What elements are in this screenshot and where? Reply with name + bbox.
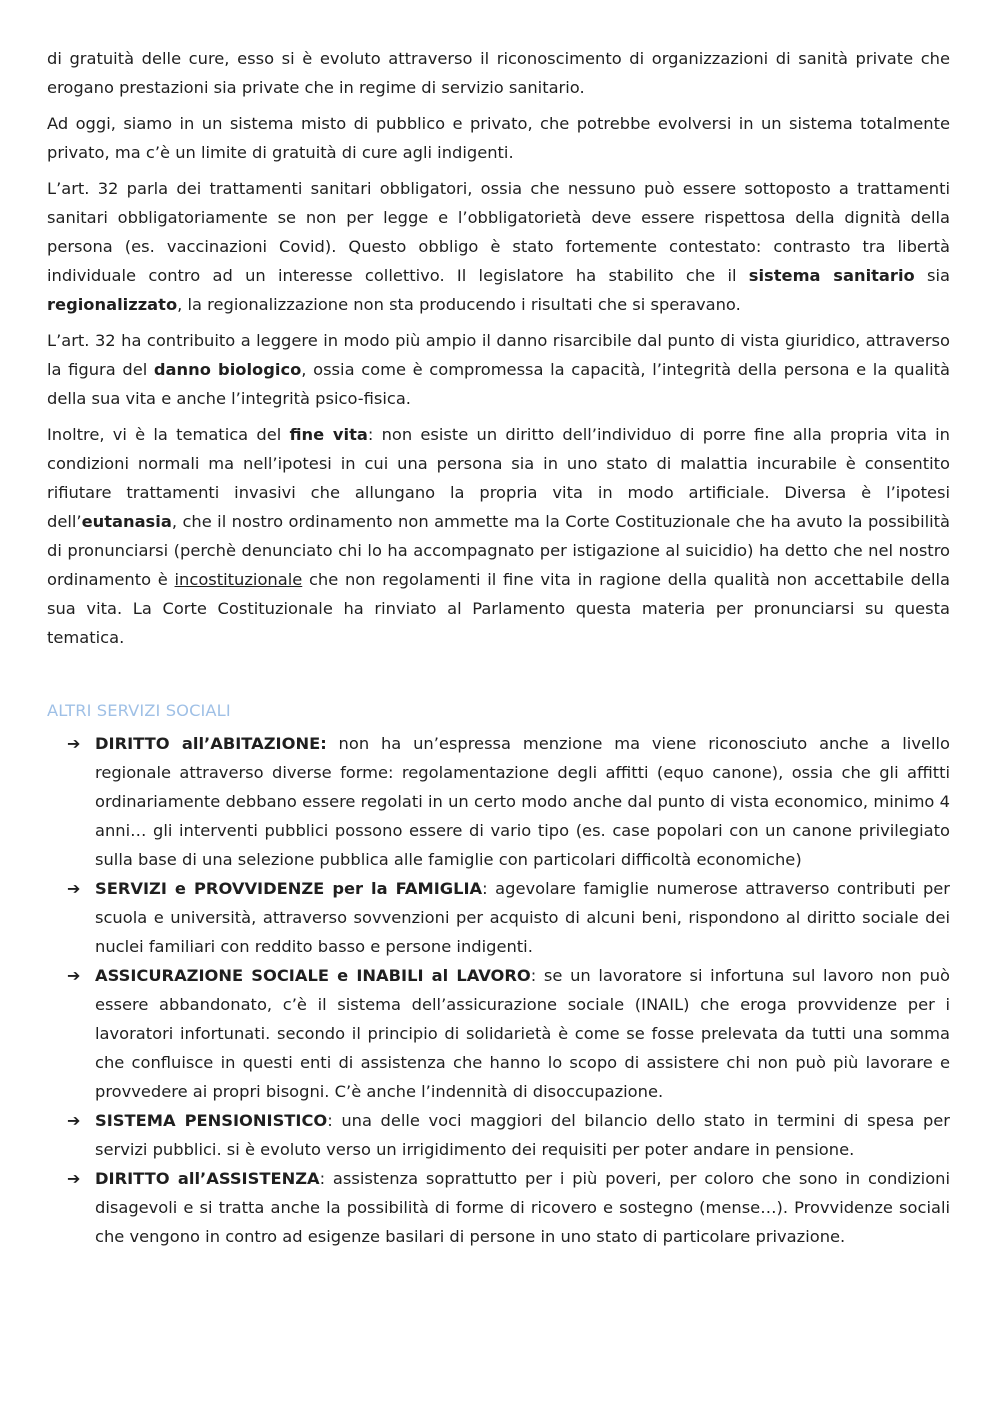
arrow-right-icon: ➔ [67,1169,81,1188]
paragraph [47,174,950,319]
paragraph-text: Ad oggi, siamo in un sistema misto di pubblico e privato, che potrebbe evolversi in un sistema totalmente privato, ma c’è un limite di gratuità di cure agli indigenti. [47,114,950,162]
bullet-list [47,729,950,1251]
paragraph-text: Inoltre, vi è la tematica del [47,425,290,444]
paragraph [47,44,950,102]
paragraph-text: , la regionalizzazione non sta producendo i risultati che si speravano. [177,295,741,314]
paragraph-text: L’art. 32 ha contribuito a leggere in modo più ampio il danno risarcibile dal punto di vista giuridico, attraverso la figura del [47,331,950,379]
arrow-right-icon: ➔ [67,966,81,985]
bullet-item [47,874,950,961]
bullet-text: : se un lavoratore si infortuna sul lavoro non può essere abbandonato, c’è il sistema dell’assicurazione sociale (INAIL) che eroga provvidenze per i lavoratori infortunati. secondo il principio di solidarietà è come se fosse prelevata da tutti una somma che confluisce in questi enti di assistenza che hanno lo scopo di assistere chi non può più lavorare e provvedere ai propri bisogni. C’è anche l’indennità di disoccupazione. [95,966,950,1101]
bullet-text: : agevolare famiglie numerose attraverso contributi per scuola e università, attraverso sovvenzioni per acquisto di alcuni beni, rispondono al diritto sociale dei nuclei familiari con reddito basso e persone indigenti. [95,879,950,956]
bold-term: sistema sanitario [748,266,915,285]
bullet-text: : una delle voci maggiori del bilancio dello stato in termini di spesa per servizi pubblici. si è evoluto verso un irrigidimento dei requisiti per poter andare in pensione. [95,1111,950,1159]
arrow-right-icon: ➔ [67,734,81,753]
paragraph [47,420,950,652]
arrow-right-icon: ➔ [67,879,81,898]
bold-term: regionalizzato [47,295,178,314]
document-page [47,44,950,1251]
paragraph-text: che non regolamenti il fine vita in ragione della qualità non accettabile della sua vita. La Corte Costituzionale ha rinviato al Parlamento questa materia per pronunciarsi su questa tematica. [47,570,951,647]
bullet-item [47,1106,950,1164]
paragraph-text: , che il nostro ordinamento non ammette ma la Corte Costituzionale che ha avuto la possibilità di pronunciarsi (perchè denunciato chi lo ha accompagnato per istigazione al suicidio) ha detto che nel nostro ordinamento è [47,512,950,589]
paragraph [47,109,950,167]
paragraph-text: sia [914,266,950,285]
paragraph [47,326,950,413]
bullet-item [47,1164,950,1251]
bullet-item [47,729,950,874]
bold-term: danno biologico [153,360,302,379]
paragraph-text: : non esiste un diritto dell’individuo di porre fine alla propria vita in condizioni normali ma nell’ipotesi in cui una persona sia in uno stato di malattia incurabile è consentito rifiutare trattamenti invasivi che allungano la propria vita in modo artificiale. Diversa è l’ipotesi dell’ [47,425,950,531]
bullet-title: DIRITTO all’ABITAZIONE: [95,734,327,753]
bullet-item [47,961,950,1106]
bullet-title: DIRITTO all’ASSISTENZA [95,1169,320,1188]
paragraph-text: L’art. 32 parla dei trattamenti sanitari obbligatori, ossia che nessuno può essere sottoposto a trattamenti sanitari obbligatoriamente se non per legge e l’obbligatorietà deve essere rispettosa della dignità della persona (es. vaccinazioni Covid). Questo obbligo è stato fortemente contestato: contrasto tra libertà individuale contro ad un interesse collettivo. Il legislatore ha stabilito che il [47,179,950,285]
paragraph-text: , ossia come è compromessa la capacità, l’integrità della persona e la qualità della sua vita e anche l’integrità psico-fisica. [47,360,950,408]
paragraph-text: di gratuità delle cure, esso si è evoluto attraverso il riconoscimento di organizzazioni di sanità private che erogano prestazioni sia private che in regime di servizio sanitario. [47,49,950,97]
bullet-text: non ha un’espressa menzione ma viene riconosciuto anche a livello regionale attraverso diverse forme: regolamentazione degli affitti (equo canone), ossia che gli affitti ordinariamente debbano essere regolati in un certo modo anche dal punto di vista economico, minimo 4 anni… gli interventi pubblici possono essere di vario tipo (es. case popolari con un canone privilegiato sulla base di una selezione pubblica alle famiglie con particolari difficoltà economiche) [95,734,950,869]
bullet-title: ASSICURAZIONE SOCIALE e INABILI al LAVORO [95,966,531,985]
arrow-right-icon: ➔ [67,1111,81,1130]
underlined-term: incostituzionale [174,570,303,589]
section-heading: ALTRI SERVIZI SOCIALI [47,701,231,720]
body-text [47,44,950,652]
bullet-text: : assistenza soprattutto per i più poveri, per coloro che sono in condizioni disagevoli e si tratta anche la possibilità di forme di ricovero e sostegno (mense…). Provvidenze sociali che vengono in contro ad esigenze basilari di persone in uno stato di particolare privazione. [95,1169,950,1246]
bold-term: eutanasia [81,512,172,531]
bullet-title: SERVIZI e PROVVIDENZE per la FAMIGLIA [95,879,483,898]
bullet-title: SISTEMA PENSIONISTICO [95,1111,328,1130]
bold-term: fine vita [289,425,368,444]
